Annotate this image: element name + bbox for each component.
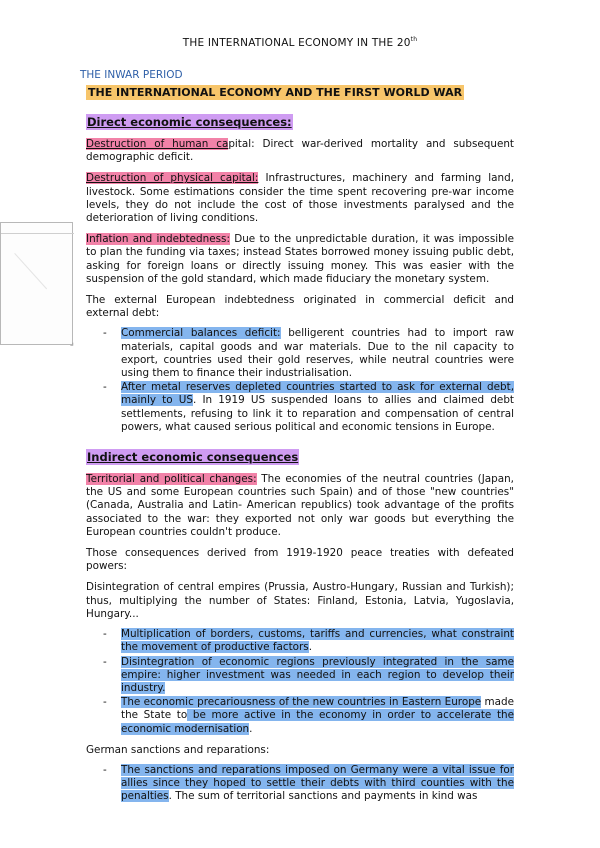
page-header [0, 36, 600, 49]
indirect-list [86, 628, 514, 736]
highlight-pink: Inflation and indebtedness: [86, 233, 230, 246]
highlight-pink: Destruction of physical capital: [86, 172, 259, 185]
paragraph-text: Due to the unpredictable duration, it was impossible to plan the funding via taxes; instead States borrowed money issuing public debt, asking for foreign loans or directly issuing money. This was easier with the suspension of the gold standard, which made fiduciary the monetary system. [86, 233, 514, 285]
header-title-sup: th [410, 36, 418, 43]
highlight-pink: Territorial and political changes: [86, 473, 257, 486]
paragraph-external-debt: The external European indebtedness originated in commercial deficit and external debt: [86, 294, 514, 320]
direct-list [86, 327, 514, 434]
paragraph-text: pital: Direct war-derived mortality and subsequent demographic deficit. [86, 138, 514, 164]
list-item [121, 696, 514, 736]
list-text: . [308, 641, 313, 654]
highlight-blue: The sanctions and reparations imposed on Germany were a vital issue for allies since they hoped to settle their debts with third counties with the penalties [121, 763, 514, 803]
list-item [121, 381, 514, 434]
list-item [121, 628, 514, 654]
highlight-blue: The economic precariousness of the new countries in Eastern Europe [121, 696, 482, 709]
paragraph-disintegration: Disintegration of central empires (Prussia, Austro-Hungary, Russian and Turkish); thus, multiplying the number of States: Finland, Estonia, Latvia, Yugoslavia, Hungary... [86, 581, 514, 620]
highlight-blue: be more active in the economy in order to accelerate the economic modernisation [121, 709, 514, 735]
highlight-blue: Multiplication of borders, customs, tariffs and currencies, what constraint the movement of productive factors [121, 628, 514, 654]
paragraph-human-capital [86, 138, 514, 164]
paragraph-physical-capital [86, 172, 514, 225]
paragraph-peace-treaties: Those consequences derived from 1919-1920 peace treaties with defeated powers: [86, 547, 514, 573]
list-text: . In 1919 US suspended loans to allies and claimed debt settlements, refusing to link it to reparation and compensation of central powers, what caused serious political and economic tensions in Europe. [121, 394, 514, 433]
document-title: THE INTERNATIONAL ECONOMY AND THE FIRST WORLD WAR [88, 86, 463, 99]
list-text: belligerent countries had to import raw materials, capital goods and war materials. Due to the nil capacity to export, countries used their gold reserves, while neutral countries were using them to finance their industrialisation. [121, 327, 515, 380]
comment-margin-box[interactable] [0, 222, 74, 348]
paragraph-german-sanctions: German sanctions and reparations: [86, 743, 270, 756]
header-title: THE INTERNATIONAL ECONOMY IN THE 20 [182, 37, 411, 49]
highlight-pink: Destruction of human ca [86, 138, 229, 150]
paragraph-text: Infrastructures, machinery and farming land, livestock. Some estimations consider the time spent recovering pre-war income levels, they do not include the cost of those investments paralysed and the deterioration of living conditions. [86, 172, 514, 225]
highlight-blue: Disintegration of economic regions previously integrated in the same empire: higher investment was needed in each region to develop their industry. [121, 655, 514, 694]
list-item [121, 656, 514, 696]
highlight-blue: Commercial balances deficit: [121, 327, 281, 340]
heading-direct: Direct economic consequences: [87, 115, 292, 129]
paragraph-inflation [86, 233, 514, 286]
list-text: made the State to [121, 696, 514, 722]
highlight-blue: After metal reserves depleted countries started to ask for external debt, mainly to US [121, 381, 514, 407]
sanctions-list [86, 764, 514, 804]
margin-box-line [14, 253, 47, 289]
anchor-icon: ⌟ [69, 338, 74, 348]
list-text: . [249, 722, 253, 735]
document-body [86, 81, 514, 805]
list-text: . The sum of territorial sanctions and payments in kind was [168, 790, 478, 803]
section-label: THE INWAR PERIOD [80, 69, 183, 81]
heading-indirect: Indirect economic consequences [87, 450, 299, 465]
paragraph-territorial [86, 473, 514, 539]
list-item [121, 327, 514, 380]
paragraph-text: The economies of the neutral countries (Japan, the US and some European countries such Spain) and of those "new countries" (Canada, Australia and Latin- American republics) took advantage of the profits associated to the war: they exported not only war goods but everything the European countries couldn't produce. [86, 473, 514, 538]
margin-box-divider [1, 233, 74, 234]
list-item [121, 764, 514, 804]
